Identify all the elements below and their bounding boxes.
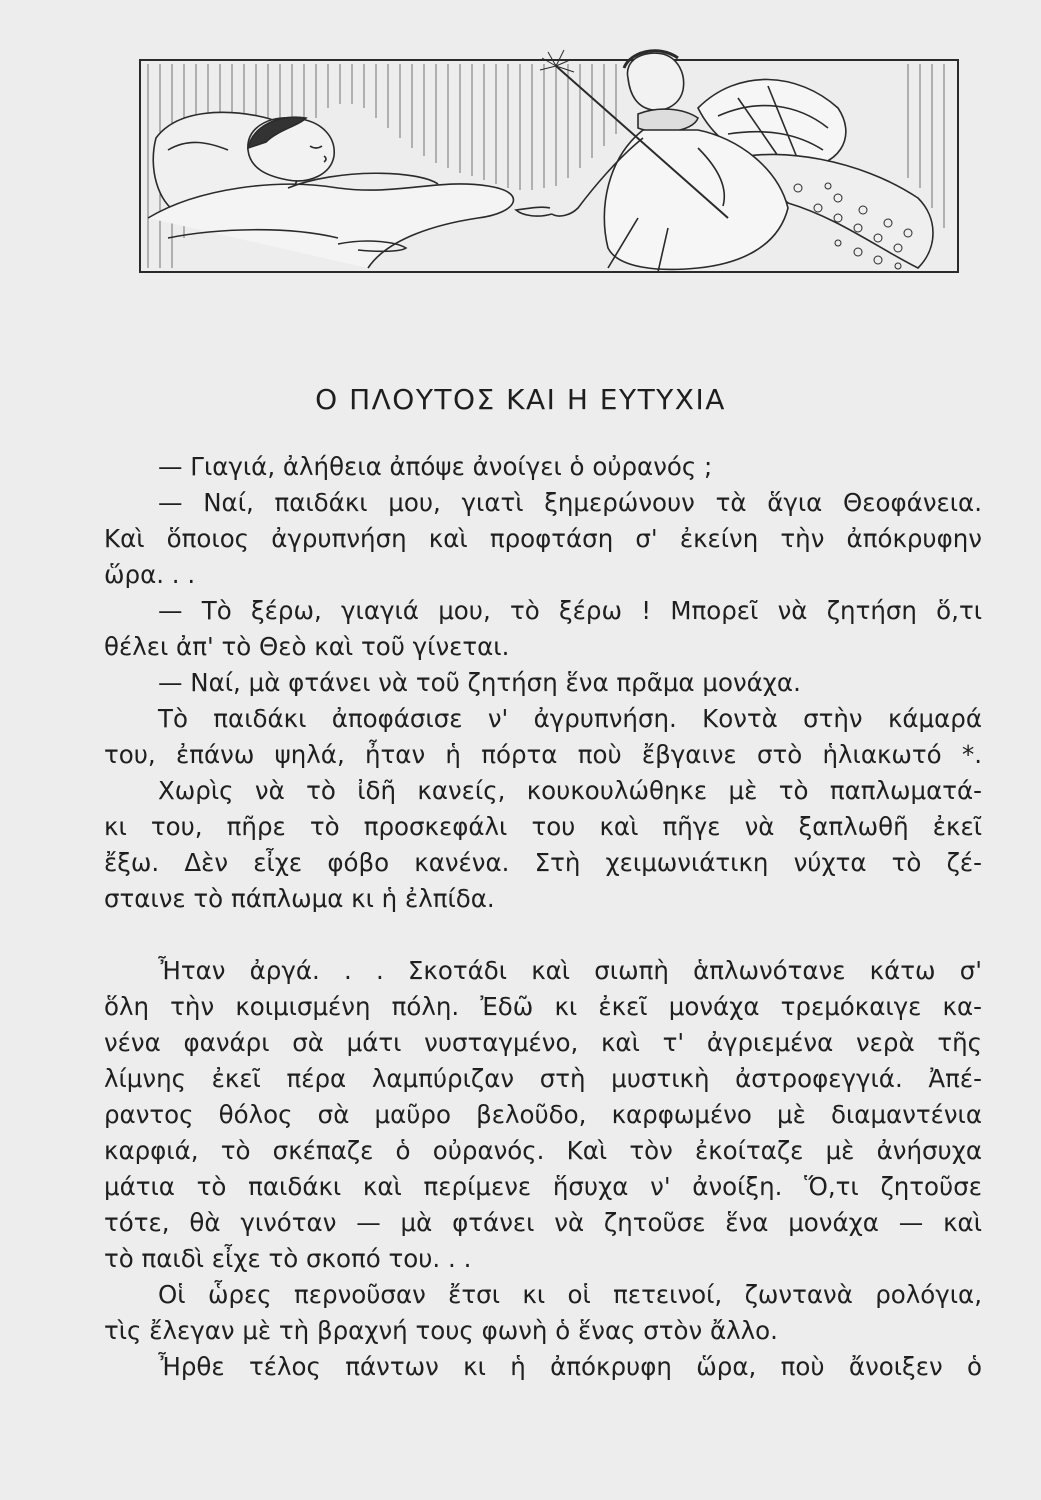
text-line: νένα φανάρι σὰ μάτι νυσταγμένο, καὶ τ' ἀγριεμένα νερὰ τῆς: [104, 1028, 982, 1057]
text-line: ραντος θόλος σὰ μαῦρο βελοῦδο, καρφωμένο μὲ διαμαντένια: [104, 1100, 982, 1129]
text-line: θέλει ἀπ' τὸ Θεὸ καὶ τοῦ γίνεται.: [104, 632, 510, 661]
text-line: λίμνης ἐκεῖ πέρα λαμπύριζαν στὴ μυστικὴ ἀστροφεγγιά. Ἀπέ-: [104, 1064, 982, 1093]
text-line: Καὶ ὅποιος ἀγρυπνήση καὶ προφτάση σ' ἐκείνη τὴν ἀπόκρυφην: [104, 524, 982, 553]
text-line: Χωρὶς νὰ τὸ ἰδῆ κανείς, κουκουλώθηκε μὲ τὸ παπλωματά-: [158, 776, 982, 805]
text-line: σταινε τὸ πάπλωμα κι ἡ ἐλπίδα.: [104, 884, 495, 913]
text-line: κι του, πῆρε τὸ προσκεφάλι του καὶ πῆγε νὰ ξαπλωθῆ ἐκεῖ: [104, 812, 982, 841]
text-line: — Γιαγιά, ἀλήθεια ἀπόψε ἀνοίγει ὁ οὐρανός ;: [158, 452, 713, 481]
text-line: Τὸ παιδάκι ἀποφάσισε ν' ἀγρυπνήση. Κοντὰ στὴν κάμαρά: [158, 704, 982, 733]
text-line: Ἦρθε τέλος πάντων κι ἡ ἀπόκρυφη ὥρα, ποὺ ἄνοιξεν ὁ: [158, 1352, 982, 1381]
text-line: μάτια τὸ παιδάκι καὶ περίμενε ἥσυχα ν' ἀνοίξη. Ὅ,τι ζητοῦσε: [104, 1172, 982, 1201]
text-line: — Ναί, παιδάκι μου, γιατὶ ξημερώνουν τὰ ἅγια Θεοφάνεια.: [158, 488, 982, 517]
text-line: — Ναί, μὰ φτάνει νὰ τοῦ ζητήση ἕνα πρᾶμα μονάχα.: [158, 668, 801, 697]
text-line: τὶς ἔλεγαν μὲ τὴ βραχνή τους φωνὴ ὁ ἕνας στὸν ἄλλο.: [104, 1316, 778, 1345]
text-line: Ἦταν ἀργά. . . Σκοτάδι καὶ σιωπὴ ἁπλωνότανε κάτω σ': [158, 956, 982, 985]
text-line: — Τὸ ξέρω, γιαγιά μου, τὸ ξέρω ! Μπορεῖ νὰ ζητήση ὅ,τι: [158, 596, 982, 625]
text-line: τὸ παιδὶ εἶχε τὸ σκοπό του. . .: [104, 1244, 472, 1273]
illustration: [138, 38, 960, 274]
page-title: Ο ΠΛΟΥΤΟΣ ΚΑΙ Η ΕΥΤΥΧΙΑ: [315, 383, 726, 416]
text-line: καρφιά, τὸ σκέπαζε ὁ οὐρανός. Καὶ τὸν ἐκοίταζε μὲ ἀνήσυχα: [104, 1136, 982, 1165]
text-line: τότε, θὰ γινόταν — μὰ φτάνει νὰ ζητοῦσε ἕνα μονάχα — καὶ: [104, 1208, 982, 1237]
text-line: του, ἐπάνω ψηλά, ἦταν ἡ πόρτα ποὺ ἔβγαινε στὸ ἡλιακωτό *.: [104, 740, 982, 769]
text-line: ὅλη τὴν κοιμισμένη πόλη. Ἐδῶ κι ἐκεῖ μονάχα τρεμόκαιγε κα-: [104, 992, 982, 1021]
text-line: ἔξω. Δὲν εἶχε φόβο κανένα. Στὴ χειμωνιάτικη νύχτα τὸ ζέ-: [104, 848, 982, 877]
text-line: Οἱ ὧρες περνοῦσαν ἔτσι κι οἱ πετεινοί, ζωντανὰ ρολόγια,: [158, 1280, 982, 1309]
text-line: ὥρα. . .: [104, 560, 196, 589]
fairy-and-sleeping-child-icon: [138, 38, 960, 274]
